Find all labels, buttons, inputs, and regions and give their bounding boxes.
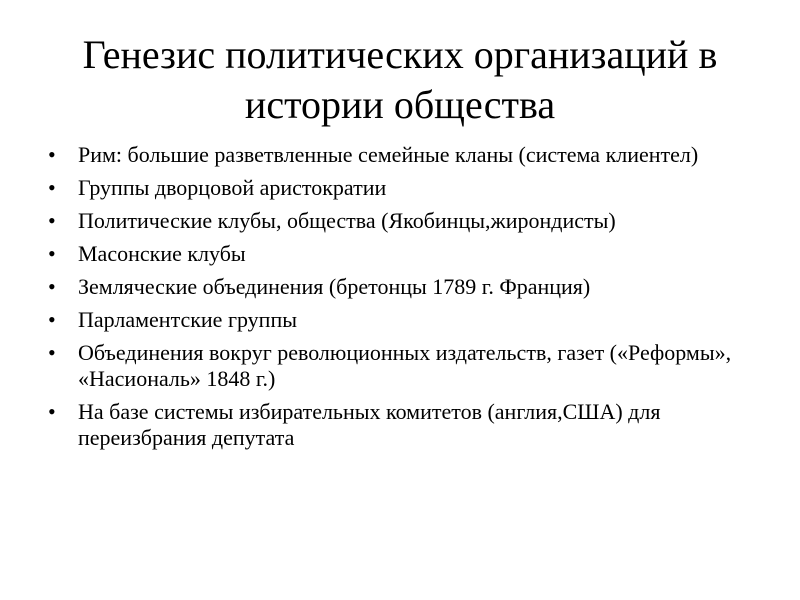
bullet-text: Политические клубы, общества (Якобинцы,жирондисты) <box>78 208 616 233</box>
bullet-item <box>48 208 768 234</box>
bullet-item <box>48 274 768 300</box>
bullet-dot-icon: • <box>48 274 56 299</box>
bullet-item <box>48 241 768 267</box>
bullet-dot-icon: • <box>48 208 56 233</box>
bullet-item <box>48 340 768 392</box>
bullet-dot-icon: • <box>48 175 56 200</box>
bullet-dot-icon: • <box>48 307 56 332</box>
bullet-text: Парламентские группы <box>78 307 298 332</box>
bullet-text: Земляческие объединения (бретонцы 1789 г. Франция) <box>78 274 591 299</box>
bullet-dot-icon: • <box>48 241 56 266</box>
bullet-item <box>48 142 768 168</box>
bullet-item <box>48 307 768 333</box>
bullet-dot-icon: • <box>48 142 56 167</box>
bullet-text: На базе системы избирательных комитетов (англия,США) для переизбрания депутата <box>78 399 661 450</box>
bullet-text: Рим: большие разветвленные семейные кланы (система клиентел) <box>78 142 699 167</box>
bullet-dot-icon: • <box>48 340 56 365</box>
bullet-dot-icon: • <box>48 399 56 424</box>
bullet-list <box>48 142 768 458</box>
bullet-item <box>48 399 768 451</box>
bullet-text: Масонские клубы <box>78 241 246 266</box>
bullet-item <box>48 175 768 201</box>
bullet-text: Объединения вокруг революционных издательств, газет («Реформы», «Насиональ» 1848 г.) <box>78 340 732 391</box>
slide-title: Генезис политических организаций в истории общества <box>82 32 718 127</box>
bullet-text: Группы дворцовой аристократии <box>78 175 387 200</box>
